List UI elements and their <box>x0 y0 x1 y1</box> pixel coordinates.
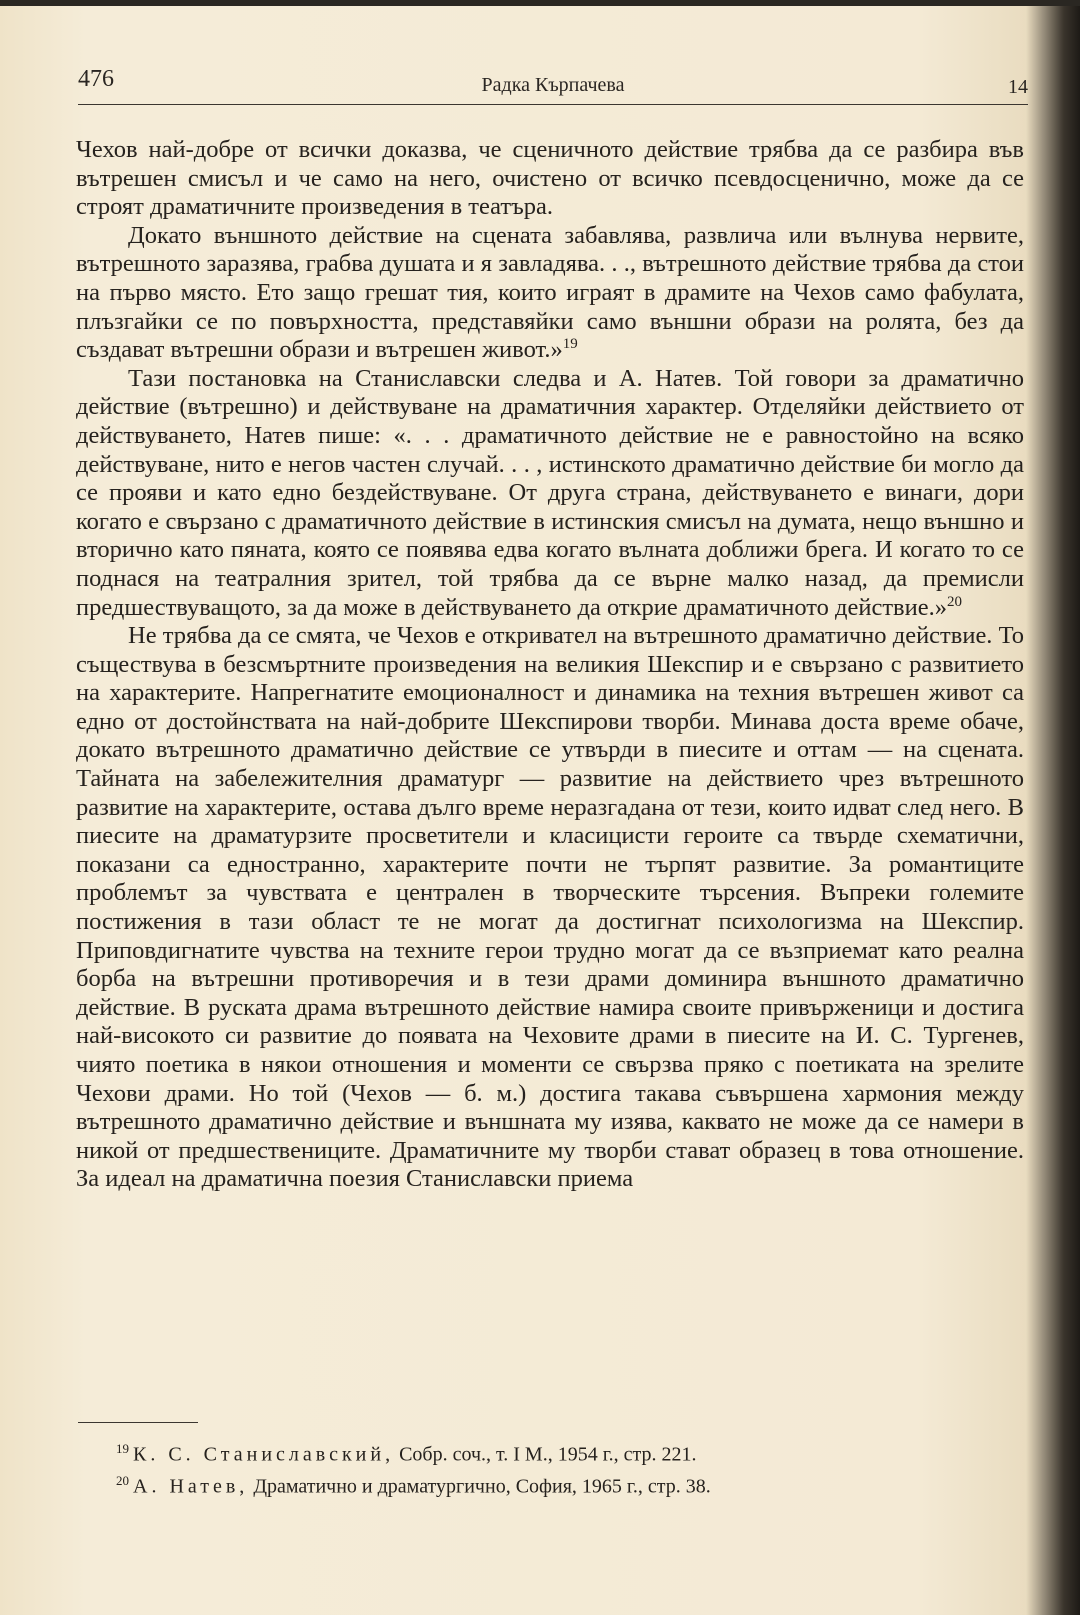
footnote-author: А. Натев, <box>133 1475 249 1498</box>
scan-top-border <box>0 0 1080 6</box>
footnote-mark: 19 <box>116 1441 129 1456</box>
paragraph-text: Докато външното действие на сцената забавлява, развлича или вълнува нервите, вътрешното заразява, грабва душата и я завладява. . ., вътрешното действие трябва да стои на първо място. Ето защо грешат тия, които играят в драмите на Чехов само фабулата, плъзгайки се по повърхността, представяйки само външни образи на ролята, без да създават вътрешни образи и вътрешен живот.» <box>76 221 1024 364</box>
footnote-ref-20: 20 <box>946 593 962 610</box>
footnote-mark: 20 <box>116 1472 129 1488</box>
footnote-20 <box>116 1468 1016 1500</box>
footnote-ref-19: 19 <box>562 336 578 352</box>
paragraph-2 <box>76 222 1024 365</box>
page-number: 476 <box>78 66 114 92</box>
paragraph-text: Тази постановка на Станиславски следва и А. Натев. Той говори за драматично действие (вътрешно) и действуване на драматичния характер. Отделяйки действието от действуването, Натев пише: «. . . драматичното действие не е равностойно на всяко действуване, нито е негов частен случай. . . , истинското драматично действие би могло да се прояви и като едно бездействуване. От друга страна, действуването е винаги, дори когато е свързано с драматичното действие в истинския смисъл на думата, нещо външно и вторично като пяната, която се появява едва когато вълната доближи брега. И когато то се поднася на театралния зрител, той трябва да се върне малко назад, да премисли предшествуващото, за да може в действуването да открие драматичното действие.» <box>76 364 1024 621</box>
header-right-mark: 14 <box>1008 76 1028 98</box>
paragraph-text: Чехов най-добре от всички доказва, че сценичното действие трябва да се разбира във вътрешен смисъл и че само на него, очистено от всичко псевдосценично, може да се строят драматичните произведения в театъра. <box>76 136 1024 221</box>
footnote-author: К. С. Станиславский, <box>133 1443 395 1466</box>
body-text <box>76 136 1024 1194</box>
footnote-citation: Собр. соч., т. I М., 1954 г., стр. 221. <box>399 1443 697 1466</box>
running-title: Радка Кърпачева <box>481 74 625 96</box>
footnote-19 <box>116 1436 1016 1468</box>
paragraph-3 <box>76 365 1024 622</box>
paragraph-text: Не трябва да се смята, че Чехов е откривател на вътрешното драматично действие. То съществува в безсмъртните произведения на великия Шекспир и е свързано с развитието на характерите. Напрегнатите емоционалност и динамика на техния вътрешен живот са едно от достойнствата на най-добрите Шекспирови творби. Минава доста време обаче, докато вътрешното драматично действие се утвърди в пиесите и оттам — на сцената. Тайната на забележителния драматург — развитие на действието чрез вътрешното развитие на характерите, остава дълго време неразгадана от тези, които идват след него. В пиесите на драматурзите просветители и класицисти героите са твърде схематични, показани са едностранно, характерите почти не търпят развитие. За романтиците проблемът за чувствата е централен в творческите търсения. Въпреки големите постижения в тази област те не могат да достигнат психологизма на Шекспир. Приповдигнатите чувства на техните герои трудно могат да се възприемат като реална борба на вътрешни противоречия и в тези драми доминира външното драматично действие. В руската драма вътрешното действие намира своите привърженици и достига най-високото си развитие до появата на Чеховите драми в пиесите на И. С. Тургенев, чиято поетика в някои отношения и моменти се свързва пряко с поетиката на зрелите Чехови драми. Но той (Чехов — б. м.) достига такава съвършена хармония между вътрешното драматично действие и външната му изява, каквато не може да се намери в никой от предшествениците. Драматичните му творби стават образец в това отношение. За идеал на драматична поезия Станиславски приема <box>76 622 1024 1193</box>
paragraph-1 <box>76 136 1024 222</box>
footnotes <box>116 1436 1016 1499</box>
header-rule <box>78 104 1028 105</box>
footnote-rule <box>78 1422 198 1423</box>
paragraph-4 <box>76 622 1024 1194</box>
page-header <box>78 66 1028 106</box>
footnote-citation: Драматично и драматургично, София, 1965 г., стр. 38. <box>253 1475 711 1498</box>
